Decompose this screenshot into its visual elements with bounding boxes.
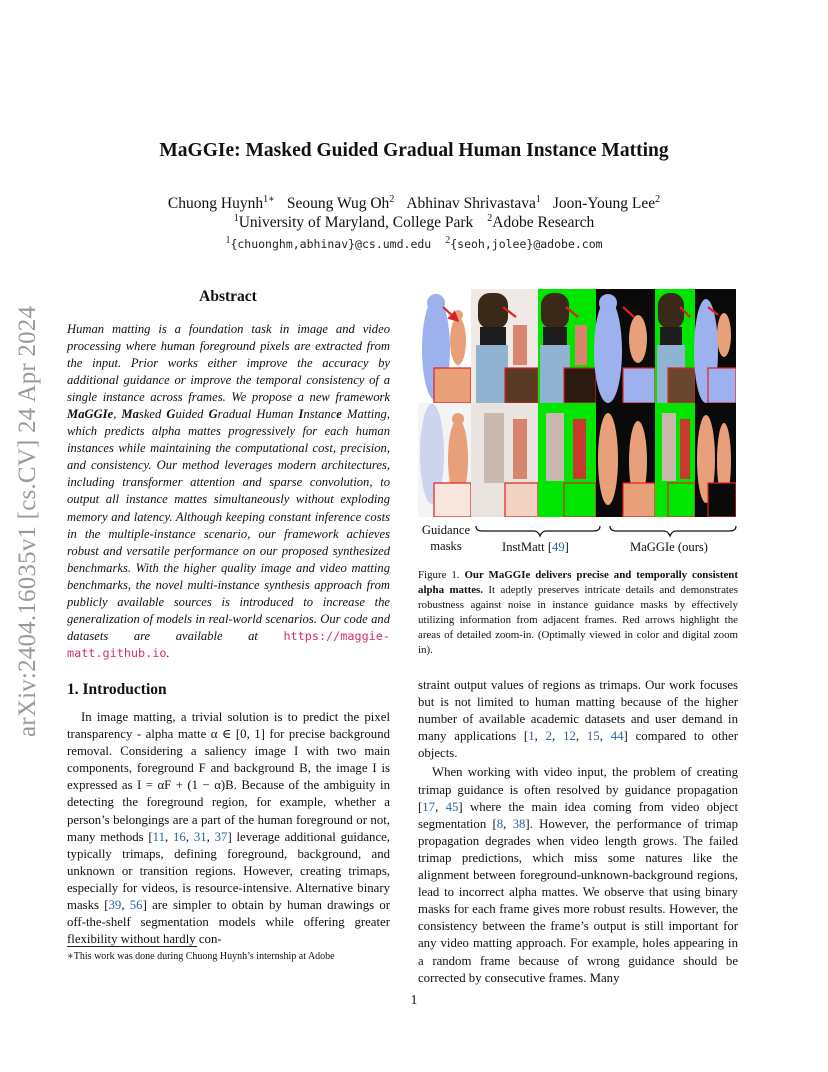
citation-link[interactable]: 39 xyxy=(108,898,122,913)
figure-row-2 xyxy=(418,403,736,517)
affiliation: $^2$Adobe Research xyxy=(487,213,595,232)
abstract-text: Human matting is a foundation task in image and video processing where human foreground pixels are extracted from the input. Prior works either improve the accuracy by additional guidance or improve the temporal consistency of a single instance across frames. We propose a new framework MaGGIe, Masked Guided Gradual Human Instance Matting, which predicts alpha mattes progressively for each human instances while maintaining the computational cost, precision, and consistency. Our method leverages modern architectures, including transformer attention and sparse convolution, to output all instance mattes simultaneously without exploding memory and latency. Although keeping constant inference costs in the multiple-instance scenario, our framework achieves robust and versatile performance on our proposed synthesized benchmarks. With the higher quality image and video matting benchmarks, the novel multi-instance synthesis approach from publicly available sources is introduced to increase the generalization of models in real-world scenarios. Our code and datasets are available at https://maggie-matt.github.io. xyxy=(67,322,390,660)
abstract-heading: Abstract xyxy=(199,288,257,305)
author-name: Abhinav Shrivastava$^1$ xyxy=(406,194,541,213)
citation-link[interactable]: 49 xyxy=(552,540,565,554)
citation-link[interactable]: 11 xyxy=(152,829,165,844)
citation-link[interactable]: 16 xyxy=(173,829,186,844)
citation-link[interactable]: 8 xyxy=(496,816,504,831)
footnote: ∗This work was done during Chuong Huynh’s internship at Adobe xyxy=(67,951,335,962)
author-name: Joon-Young Lee$^2$ xyxy=(552,194,661,213)
author-list xyxy=(0,194,828,213)
intro-paragraph-right-2: When working with video input, the problem of creating trimap guidance is often resolved by guidance propagation [17, 45] where the main idea coming from video object segmentation [8, 38]. However, the performance of trimap propagation degrades when video length grows. The failed trimap predictions, which miss some natures like the alignment between foreground-unknown-background regions, lead to incorrect alpha mattes. We observe that using binary masks for each frame gives more robust results. However, the consistency between the frame’s output is still important for any video matting approach. For example, holes appearing in a random frame because of wrong guidance should be corrected by consecutive frames. Many xyxy=(418,765,738,985)
label-instmatt: InstMatt [49] xyxy=(502,540,569,554)
email[interactable]: $^2${seoh,jolee}@adobe.com xyxy=(445,235,603,251)
figure-1-caption: Figure 1. Our MaGGIe delivers precise and temporally consistent alpha mattes. It adeptly preserves intricate details and demonstrates robustness against noise in instance guidance masks by effectively utilizing information from adjacent frames. Red arrows highlight the areas of detailed zoom-in. (Optimally viewed in color and digital zoom in). xyxy=(418,569,738,656)
label-maggie-ours: MaGGIe (ours) xyxy=(630,540,708,554)
project-url-link[interactable]: https://maggie-matt.github.io xyxy=(67,628,390,660)
citation-link[interactable]: 56 xyxy=(129,898,143,913)
method-name: MaGGIe xyxy=(67,407,114,422)
citation-link[interactable]: 2 xyxy=(545,729,553,744)
author-name: Chuong Huynh$^{1∗}$ xyxy=(167,194,275,213)
author-emails xyxy=(0,235,828,251)
intro-paragraph-left: In image matting, a trivial solution is to predict the pixel transparency - alpha matte α ∈ [0, 1] for precise background removal. Considering a saliency image I with two main components, foreground F and background B, the image I is expressed as I = αF + (1 − α)B. Because of the ambiguity in detecting the foreground region, for example, whether a person’s belongings are a part of the human foreground or not, many methods [11, 16, 31, 37] leverage additional guidance, typically trimaps, defining foreground, background, and unknown or transition regions. However, creating trimaps, especially for videos, is resource-intensive. Alternative binary masks [39, 56] are simpler to obtain by human drawings or off-the-shelf segmentation models while offering greater flexibility without hardly con- xyxy=(67,710,391,947)
citation-link[interactable]: 17 xyxy=(422,799,436,814)
label-braces xyxy=(474,524,738,538)
email[interactable]: $^1${chuonghm,abhinav}@cs.umd.edu xyxy=(225,235,432,251)
method-acronym-expansion: Masked Guided Gradual Human Instance xyxy=(121,407,342,422)
label-guidance-masks: Guidance xyxy=(421,523,471,537)
arxiv-identifier: arXiv:2404.16035v1 [cs.CV] 24 Apr 2024 xyxy=(14,305,41,737)
page-number: 1 xyxy=(410,992,418,1007)
intro-paragraph-right-1: straint output values of regions as trimaps. Our work focuses but is not limited to human matting because of the higher number of available academic datasets and user demand in many applications [1, 2, 12, 15, 44] compared to other objects. xyxy=(418,678,738,761)
section-heading-introduction: 1. Introduction xyxy=(67,681,167,698)
figure-1-column-labels: Guidance masks InstMatt [49] MaGGIe (ours) xyxy=(418,522,740,562)
citation-link[interactable]: 45 xyxy=(445,799,459,814)
citation-link[interactable]: 1 xyxy=(528,729,535,744)
author-name: Seoung Wug Oh$^2$ xyxy=(286,194,395,213)
affiliation: $^1$University of Maryland, College Park xyxy=(233,213,474,232)
citation-link[interactable]: 44 xyxy=(610,729,624,744)
citation-link[interactable]: 38 xyxy=(512,816,526,831)
paper-title: MaGGIe: Masked Guided Gradual Human Instance Matting xyxy=(159,140,669,161)
citation-link[interactable]: 15 xyxy=(586,729,600,744)
footnote-rule xyxy=(67,946,197,947)
citation-link[interactable]: 31 xyxy=(193,829,207,844)
intro-right-column xyxy=(418,677,738,987)
citation-link[interactable]: 37 xyxy=(214,829,228,844)
figure-row-1 xyxy=(418,289,736,403)
citation-link[interactable]: 12 xyxy=(563,729,576,744)
affiliations xyxy=(0,213,828,232)
figure-1-image-grid xyxy=(418,289,736,517)
